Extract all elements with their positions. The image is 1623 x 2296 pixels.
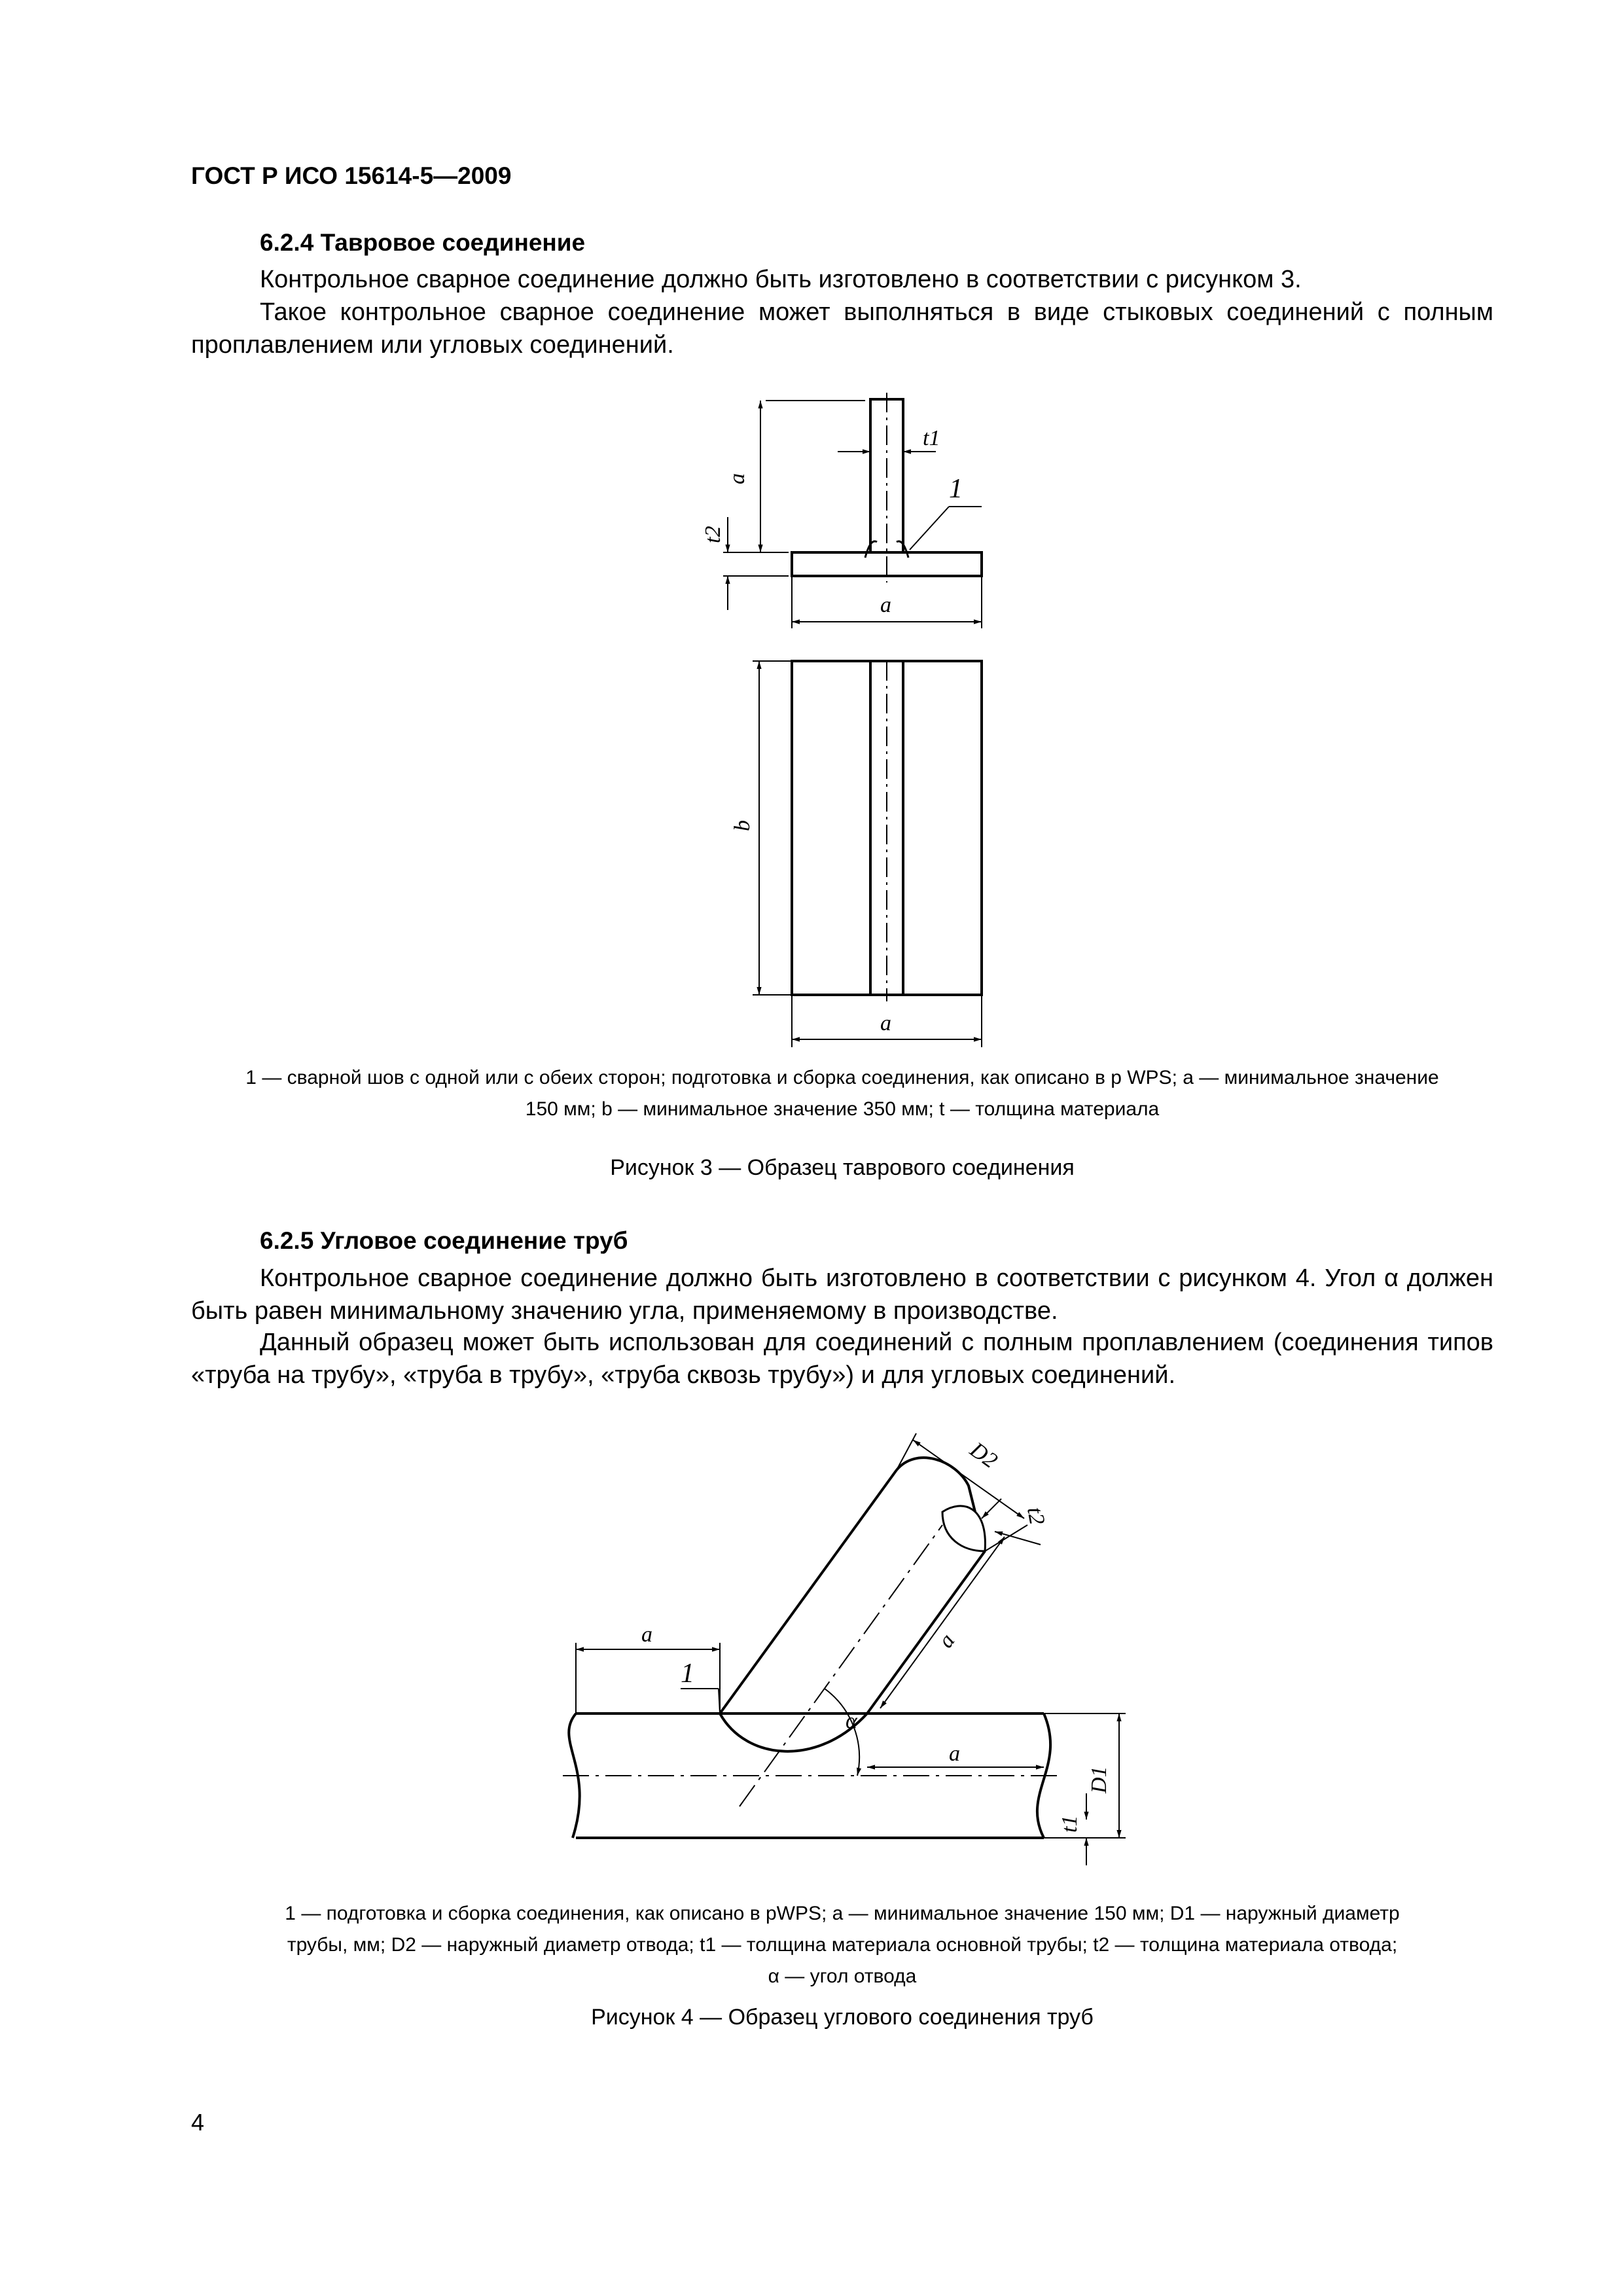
fig4-label-D2: D2 (965, 1437, 1002, 1473)
fig4-label-a-left: a (641, 1623, 652, 1647)
figure-4-legend-line1: 1 — подготовка и сборка соединения, как описано в pWPS; a — минимальное значение 150 мм; D1 — наружный диаметр (285, 1903, 1400, 1924)
fig3-label-t2: t2 (701, 526, 725, 543)
fig3-label-item1: 1 (949, 474, 963, 504)
section-heading-624: 6.2.4 Тавровое соединение (260, 229, 586, 256)
figure-3-legend-line1: 1 — сварной шов с одной или с обеих сторон; подготовка и сборка соединения, как описано в p WPS; a — минимальное значение (245, 1067, 1439, 1088)
figure-4-legend-line2: трубы, мм; D2 — наружный диаметр отвода; t1 — толщина материала основной трубы; t2 — толщина материала отвода; (287, 1934, 1398, 1956)
section-heading-625: 6.2.5 Угловое соединение труб (260, 1227, 628, 1254)
fig4-label-a-right: a (949, 1742, 960, 1766)
fig4-label-item1: 1 (681, 1659, 694, 1689)
fig4-label-t2: t2 (1022, 1505, 1050, 1527)
fig4-label-D1: D1 (1087, 1766, 1111, 1793)
fig4-label-alpha: α (846, 1709, 857, 1733)
fig4-label-t1: t1 (1058, 1815, 1082, 1833)
figure-4-legend-line3: α — угол отвода (768, 1965, 917, 1987)
fig3-label-a-horizontal: a (880, 593, 891, 617)
page-number: 4 (191, 2109, 205, 2136)
fig4-label-a-branch: a (933, 1629, 960, 1653)
paragraph-625-2: Данный образец может быть использован для соединений с полным проплавлением (соединения типов «труба на трубу», «труба в трубу», «труба сквозь трубу») и для угловых соединений. (191, 1329, 1493, 1389)
fig3-label-a-bottom: a (880, 1011, 891, 1035)
paragraph-625-1: Контрольное сварное соединение должно быть изготовлено в соответствии с рисунком 4. Угол α должен быть равен минимальному значению угла, применяемому в производстве. (191, 1265, 1493, 1325)
fig4-branch-left (720, 1470, 897, 1713)
fig3-label-t1: t1 (923, 426, 940, 450)
document-header: ГОСТ Р ИСО 15614-5—2009 (191, 162, 512, 189)
fig4-dim-a-branch (880, 1537, 1005, 1708)
paragraph-624-1: Контрольное сварное соединение должно быть изготовлено в соответствии с рисунком 3. (260, 266, 1302, 293)
fig4-branch-axis (740, 1525, 942, 1806)
figure-3-legend-line2: 150 мм; b — минимальное значение 350 мм; t — толщина материала (525, 1098, 1160, 1120)
figure-3-title: Рисунок 3 — Образец таврового соединения (610, 1155, 1075, 1180)
fig3-label-b: b (730, 820, 755, 831)
fig4-branch-right (867, 1551, 985, 1713)
fig3-label-a-vertical: a (725, 473, 749, 484)
paragraph-624-2: Такое контрольное сварное соединение может выполняться в виде стыковых соединений с полным проплавлением или угловых соединений. (191, 298, 1493, 359)
figure-4-title: Рисунок 4 — Образец углового соединения труб (591, 2005, 1094, 2030)
